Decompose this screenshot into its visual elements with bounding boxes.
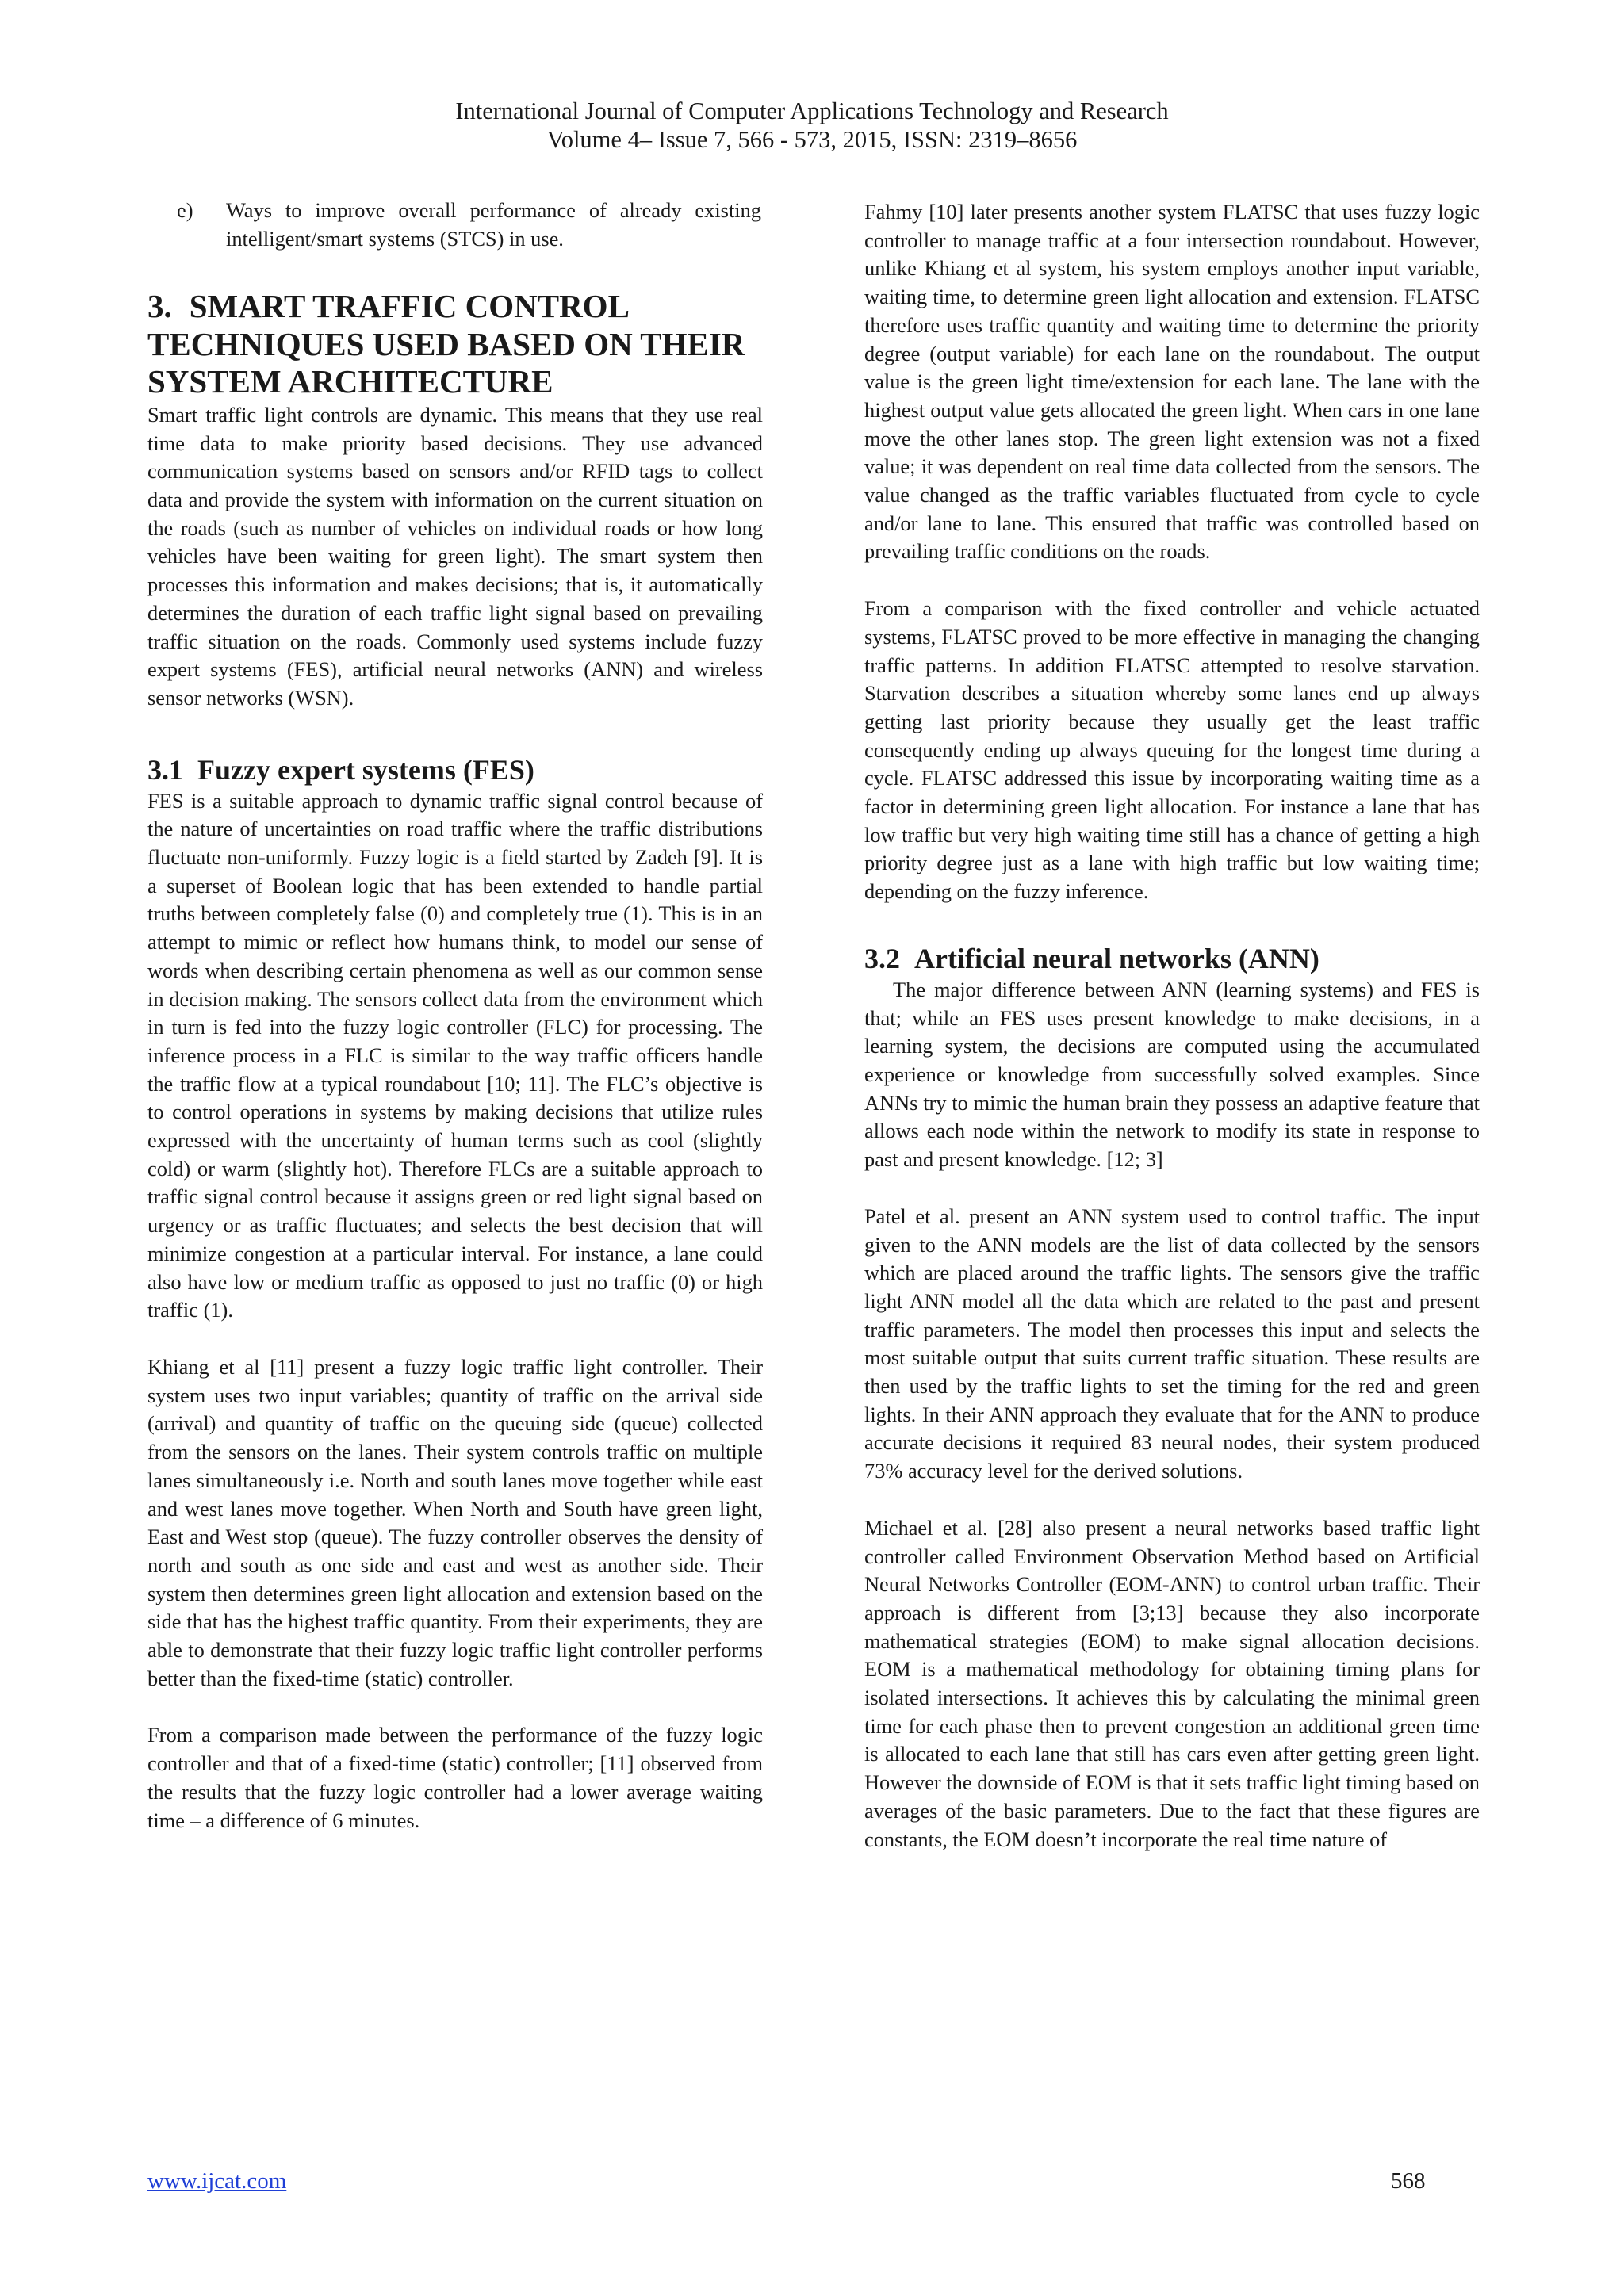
section-3-1-number: 3.1	[147, 753, 183, 786]
section-3-title: SMART TRAFFIC CONTROL TECHNIQUES USED BASED ON THEIR SYSTEM ARCHITECTURE	[147, 288, 745, 400]
section-3-2-paragraph-2: Patel et al. present an ANN system used to control traffic. The input given to the ANN models are the list of data collected by the sensors which are placed around the traffic lights. The sensors give the traffic light ANN model all the data which are related to the past and present traffic parameters. The model then processes this input and selects the most suitable output that suits current traffic situation. These results are then used by the traffic lights to set the timing for the red and green lights. In their ANN approach they evaluate that for the ANN to produce accurate decisions it required 83 neural nodes, their system produced 73% accuracy level for the derived solutions.	[864, 1203, 1480, 1483]
list-item-text: Ways to improve overall performance of already existing intelligent/smart systems (STCS) in use.	[226, 198, 761, 251]
section-3-number: 3.	[147, 288, 172, 325]
section-3-1-paragraph-3: From a comparison made between the performance of the fuzzy logic controller and that of a fixed-time (static) controller; [11] observed from the results that the fuzzy logic controller had a lower average waiting time – a difference of 6 minutes.	[147, 1723, 763, 1832]
journal-volume: Volume 4– Issue 7, 566 - 573, 2015, ISSN: 2319–8656	[546, 126, 1078, 153]
section-3-2-paragraph-3: Michael et al. [28] also present a neural networks based traffic light controller called Environment Observation Method based on Artificial Neural Networks Controller (EOM-ANN) to control urban traffic. Their approach is different from [3;13] because they also incorporate mathematical strategies (EOM) to make signal allocation decisions. EOM is a mathematical methodology for obtaining timing plans for isolated intersections. It achieves this by calculating the minimal green time for each phase then to prevent congestion an additional green time is allocated to each lane that still has cars even after getting green light. However the downside of EOM is that it sets traffic light timing based on averages of the basic parameters. Due to the fact that these figures are constants, the EOM doesn’t incorporate the real time nature of	[864, 1515, 1480, 1851]
fahmy-paragraph: Fahmy [10] later presents another system FLATSC that uses fuzzy logic controller to manage traffic at a four intersection roundabout. However, unlike Khiang et al system, his system employs another input variable, waiting time, to determine green light allocation and extension. FLATSC therefore uses traffic quantity and waiting time to determine the priority degree (output variable) for each lane on the roundabout. The output value is the green light time/extension for each lane. The lane with the highest output value gets allocated the green light. When cars in one lane move the other lanes stop. The green light extension was not a fixed value; it was dependent on real time data collected from the sensors. The value changed as the traffic variables fluctuated from cycle to cycle and/or lane to lane. This ensured that traffic was controlled based on prevailing traffic conditions on the roads.	[864, 200, 1480, 564]
section-3-1-paragraph-1: FES is a suitable approach to dynamic traffic signal control because of the nature of uncertainties on road traffic where the traffic distributions fluctuate non-uniformly. Fuzzy logic is a field started by Zadeh [9]. It is a superset of Boolean logic that has been extended to handle partial truths between completely false (0) and completely true (1). This is in an attempt to mimic or reflect how humans think, to model our sense of words when describing certain phenomena as well as our common sense in decision making. The sensors collect data from the environment which in turn is fed into the fuzzy logic controller (FLC) for processing. The inference process in a FLC is similar to the way traffic officers handle the traffic flow at a typical roundabout [10; 11]. The FLC’s objective is to control operations in systems by making decisions that utilize rules expressed with the uncertainty of human terms such as cool (slightly cold) or warm (slightly hot). Therefore FLCs are a suitable approach to traffic signal control because it assigns green or red light signal based on urgency or as traffic fluctuates; and selects the best decision that will minimize congestion at a particular interval. For instance, a lane could also have low or medium traffic as opposed to just no traffic (0) or high traffic (1).	[147, 788, 763, 1322]
list-item	[147, 197, 763, 253]
section-3-1-heading	[147, 752, 763, 787]
flatsc-comparison-paragraph: From a comparison with the fixed controller and vehicle actuated systems, FLATSC proved to be more effective in managing the changing traffic patterns. In addition FLATSC attempted to resolve starvation. Starvation describes a situation whereby some lanes end up always getting last priority because they usually get the least traffic consequently ending up always queuing for the longest time during a cycle. FLATSC addressed this issue by incorporating waiting time as a factor in determining green light allocation. For instance a lane that has low traffic but very high waiting time still has a chance of getting a high priority degree just as a lane with high traffic but low waiting time; depending on the fuzzy inference.	[864, 596, 1480, 904]
section-3-paragraph: Smart traffic light controls are dynamic. This means that they use real time data to make priority based decisions. They use advanced communication systems based on sensors and/or RFID tags to collect data and provide the system with information on the current situation on the roads (such as number of vehicles on individual roads or how long vehicles have been waiting for green light). The smart system then processes this information and makes decisions; that is, it automatically determines the duration of each traffic light signal based on prevailing traffic situation on the roads. Commonly used systems include fuzzy expert systems (FES), artificial neural networks (ANN) and wireless sensor networks (WSN).	[147, 402, 763, 710]
section-3-heading	[147, 288, 763, 401]
section-3-1-paragraph-2: Khiang et al [11] present a fuzzy logic traffic light controller. Their system uses two input variables; quantity of traffic on the arrival side (arrival) and quantity of traffic on the queuing side (queue) collected from the sensors on the lanes. Their system controls traffic on multiple lanes simultaneously i.e. North and south lanes move together while east and west lanes move together. When North and South have green light, East and West stop (queue). The fuzzy controller observes the density of north and south as one side and east and west as another side. Their system then determines green light allocation and extension based on the side that has the highest traffic quantity. From their experiments, they are able to demonstrate that their fuzzy logic traffic light controller performs better than the fixed-time (static) controller.	[147, 1355, 763, 1690]
page-number: 568	[1391, 2168, 1426, 2194]
journal-header	[0, 97, 1624, 154]
left-column	[147, 197, 763, 1835]
journal-website-link[interactable]: www.ijcat.com	[147, 2168, 287, 2194]
journal-title: International Journal of Computer Applications Technology and Research	[455, 98, 1169, 124]
section-3-2-heading	[864, 941, 1480, 976]
section-3-1-title: Fuzzy expert systems (FES)	[197, 753, 534, 786]
section-3-2-paragraph-1: The major difference between ANN (learning systems) and FES is that; while an FES uses present knowledge to make decisions, in a learning system, the decisions are computed using the accumulated experience or knowledge from successfully solved examples. Since ANNs try to mimic the human brain they possess an adaptive feature that allows each node within the network to modify its state in response to past and present knowledge. [12; 3]	[864, 977, 1480, 1172]
right-column	[864, 198, 1480, 1854]
list-marker: e)	[177, 198, 193, 222]
section-3-2-title: Artificial neural networks (ANN)	[914, 942, 1320, 974]
section-3-2-number: 3.2	[864, 942, 900, 974]
